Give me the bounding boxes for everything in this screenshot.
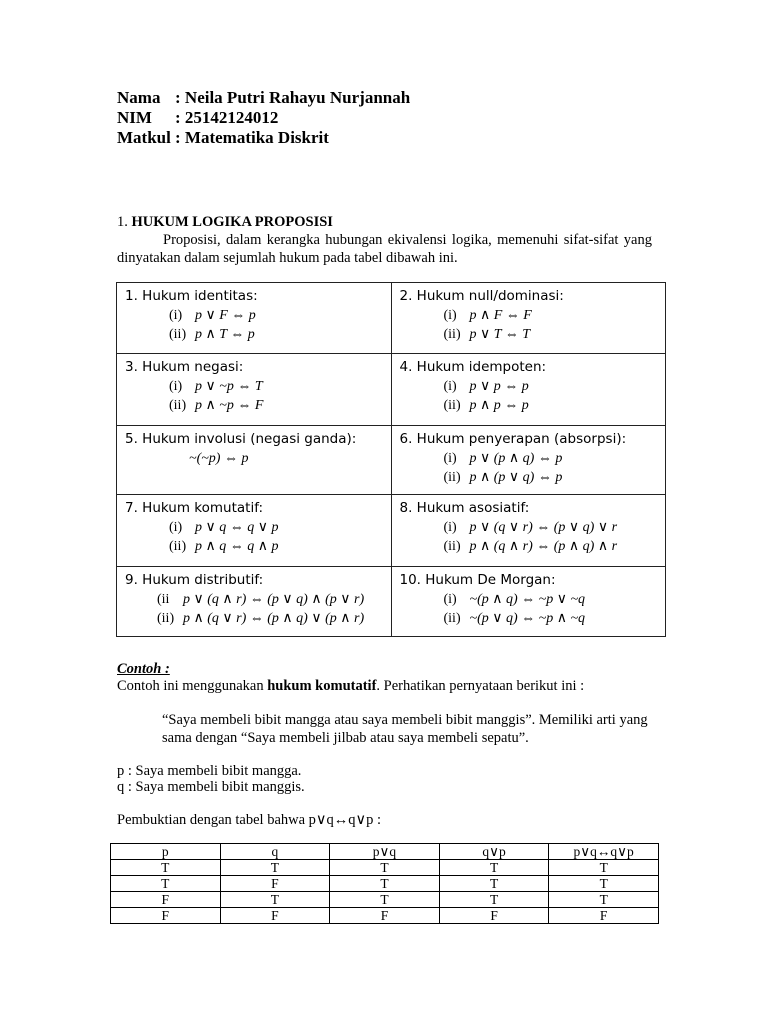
law-formula: (ii) p ∧ (q ∨ r) ⇔ (p ∧ q) ∨ (p ∧ r) [157, 611, 365, 627]
column-header: p∨q↔q∨p [549, 844, 659, 860]
table-cell: F [330, 908, 440, 924]
table-cell: T [439, 860, 549, 876]
table-cell: F [111, 892, 221, 908]
proof-intro: Pembuktian dengan tabel bahwa p∨q↔q∨p : [117, 812, 382, 828]
law-title: 3. Hukum negasi: [125, 358, 244, 375]
column-header: q [220, 844, 330, 860]
law-formula: (ii) ~(p ∨ q) ⇔ ~p ∧ ~q [443, 611, 586, 627]
law-title: 7. Hukum komutatif: [125, 499, 264, 516]
law-title: 5. Hukum involusi (negasi ganda): [125, 431, 357, 448]
truth-table [110, 843, 659, 924]
law-formula: (i) p ∧ F ⇔ F [443, 308, 532, 323]
law-cell-3 [117, 353, 392, 426]
law-title: 6. Hukum penyerapan (absorpsi): [399, 431, 627, 448]
section-intro: Proposisi, dalam kerangka hubungan ekivalensi logika, memenuhi sifat-sifat yang dinyatakan dalam sejumlah hukum pada tabel dibawah ini. [117, 232, 652, 266]
law-cell-1 [117, 283, 392, 354]
nim-label: NIM [117, 108, 152, 127]
table-cell: T [111, 876, 221, 892]
table-cell: T [549, 860, 659, 876]
law-cell-5 [117, 426, 392, 495]
table-cell: T [439, 892, 549, 908]
law-title: 4. Hukum idempoten: [399, 358, 547, 375]
law-formula: (i) p ∨ (q ∨ r) ⇔ (p ∨ q) ∨ r [443, 519, 618, 535]
table-cell: T [220, 892, 330, 908]
law-formula: (i) p ∨ F ⇔ p [169, 308, 256, 323]
p-definition: p : Saya membeli bibit mangga. [117, 763, 302, 779]
table-cell: T [220, 860, 330, 876]
law-formula: (ii p ∨ (q ∧ r) ⇔ (p ∨ q) ∧ (p ∨ r) [157, 592, 365, 608]
law-cell-8 [391, 494, 666, 567]
column-header: p [111, 844, 221, 860]
section-title: HUKUM LOGIKA PROPOSISI [131, 214, 333, 230]
table-cell: T [330, 892, 440, 908]
matkul-value: : Matematika Diskrit [175, 128, 329, 147]
law-title: 2. Hukum null/dominasi: [399, 288, 564, 304]
table-cell: T [330, 860, 440, 876]
nim-value: : 25142124012 [175, 108, 279, 127]
law-formula: (ii) p ∧ ~p ⇔ F [169, 397, 264, 413]
table-cell: T [549, 876, 659, 892]
header-name-line [117, 88, 410, 108]
law-title: 9. Hukum distributif: [125, 572, 264, 589]
truth-table-header [111, 844, 659, 860]
law-cell-4 [391, 353, 666, 426]
matkul-label: Matkul [117, 128, 171, 147]
law-formula: (ii) p ∧ T ⇔ p [169, 327, 255, 342]
law-title: 1. Hukum identitas: [125, 288, 258, 304]
law-formula: (i) p ∨ ~p ⇔ T [169, 378, 263, 394]
table-cell: F [220, 876, 330, 892]
law-formula: (i) p ∨ (p ∧ q) ⇔ p [443, 451, 563, 467]
law-title: 8. Hukum asosiatif: [399, 499, 530, 516]
law-formula: ~(~p) ⇔ p [189, 451, 249, 467]
section-heading [117, 213, 333, 231]
logic-laws-table [116, 282, 666, 637]
law-formula: (ii) p ∧ (q ∧ r) ⇔ (p ∧ q) ∧ r [443, 538, 618, 554]
table-row [111, 892, 659, 908]
table-cell: F [220, 908, 330, 924]
q-definition: q : Saya membeli bibit manggis. [117, 779, 305, 795]
law-formula: (ii) p ∧ (p ∨ q) ⇔ p [443, 470, 563, 486]
table-row [111, 876, 659, 892]
table-row [111, 860, 659, 876]
name-value: : Neila Putri Rahayu Nurjannah [175, 88, 411, 107]
table-cell: T [439, 876, 549, 892]
table-cell: T [549, 892, 659, 908]
table-cell: F [439, 908, 549, 924]
example-quote: “Saya membeli bibit mangga atau saya membeli bibit manggis”. Memiliki arti yang sama dengan “Saya membeli jilbab atau saya membeli sepatu”. [162, 712, 648, 746]
header-nim-line [117, 108, 278, 128]
law-formula: (i) ~(p ∧ q) ⇔ ~p ∨ ~q [443, 592, 586, 608]
table-row [111, 908, 659, 924]
law-cell-6 [391, 426, 666, 495]
example-intro: Contoh ini menggunakan hukum komutatif. Perhatikan pernyataan berikut ini : [117, 678, 585, 694]
header-matkul-line [117, 128, 329, 148]
table-cell: T [330, 876, 440, 892]
column-header: q∨p [439, 844, 549, 860]
table-cell: F [549, 908, 659, 924]
table-cell: F [111, 908, 221, 924]
law-cell-10 [391, 567, 666, 637]
law-title: 10. Hukum De Morgan: [399, 572, 556, 589]
law-formula: (ii) p ∨ T ⇔ T [443, 327, 531, 342]
column-header: p∨q [330, 844, 440, 860]
section-number: 1. [117, 214, 128, 230]
law-formula: (i) p ∨ q ⇔ q ∨ p [169, 519, 279, 535]
law-formula: (ii) p ∧ p ⇔ p [443, 397, 529, 413]
law-cell-2 [391, 283, 666, 354]
example-heading: Contoh : [117, 661, 170, 677]
law-formula: (i) p ∨ p ⇔ p [443, 378, 529, 394]
law-formula: (ii) p ∧ q ⇔ q ∧ p [169, 538, 279, 554]
table-cell: T [111, 860, 221, 876]
law-cell-9 [117, 567, 392, 637]
name-label: Nama [117, 88, 161, 107]
law-cell-7 [117, 494, 392, 567]
